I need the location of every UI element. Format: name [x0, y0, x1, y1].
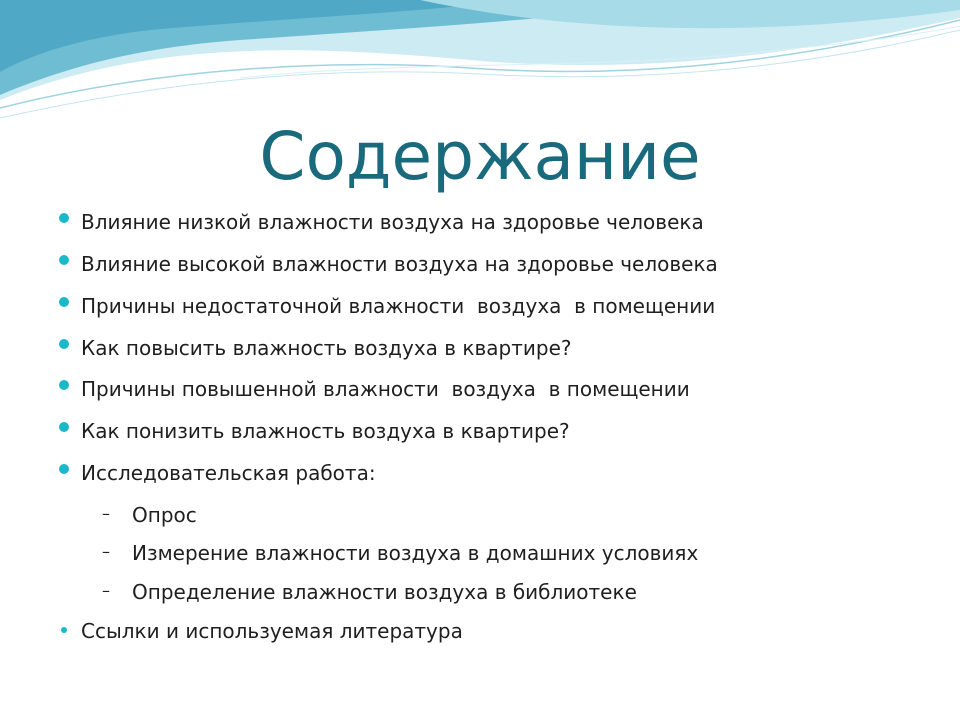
bullet-icon	[59, 297, 69, 307]
list-item: Исследовательская работа:	[81, 461, 376, 485]
dash-marker: –	[102, 504, 110, 523]
bullet-icon	[59, 339, 69, 349]
list-item: Как повысить влажность воздуха в квартире?	[81, 336, 572, 360]
list-item: Причины повышенной влажности воздуха в помещении	[81, 377, 690, 401]
bullet-icon	[59, 255, 69, 265]
sub-list-item: Измерение влажности воздуха в домашних условиях	[132, 541, 699, 565]
bullet-icon	[59, 464, 69, 474]
sub-list-item: Опрос	[132, 503, 197, 527]
sub-list-item: Определение влажности воздуха в библиотеке	[132, 580, 637, 604]
bullet-icon	[59, 422, 69, 432]
slide-title: Содержание	[259, 118, 701, 195]
list-item: Причины недостаточной влажности воздуха в помещении	[81, 294, 716, 318]
list-item: Влияние низкой влажности воздуха на здоровье человека	[81, 210, 704, 234]
bullet-icon	[59, 380, 69, 390]
dash-marker: –	[102, 542, 110, 561]
bullet-icon	[59, 213, 69, 223]
dash-marker: –	[102, 581, 110, 600]
decorative-wave-header	[0, 0, 960, 130]
list-item: Как понизить влажность воздуха в квартире?	[81, 419, 570, 443]
list-item: Влияние высокой влажности воздуха на здоровье человека	[81, 252, 718, 276]
list-item: Ссылки и используемая литература	[81, 619, 463, 643]
bullet-icon	[61, 627, 67, 633]
